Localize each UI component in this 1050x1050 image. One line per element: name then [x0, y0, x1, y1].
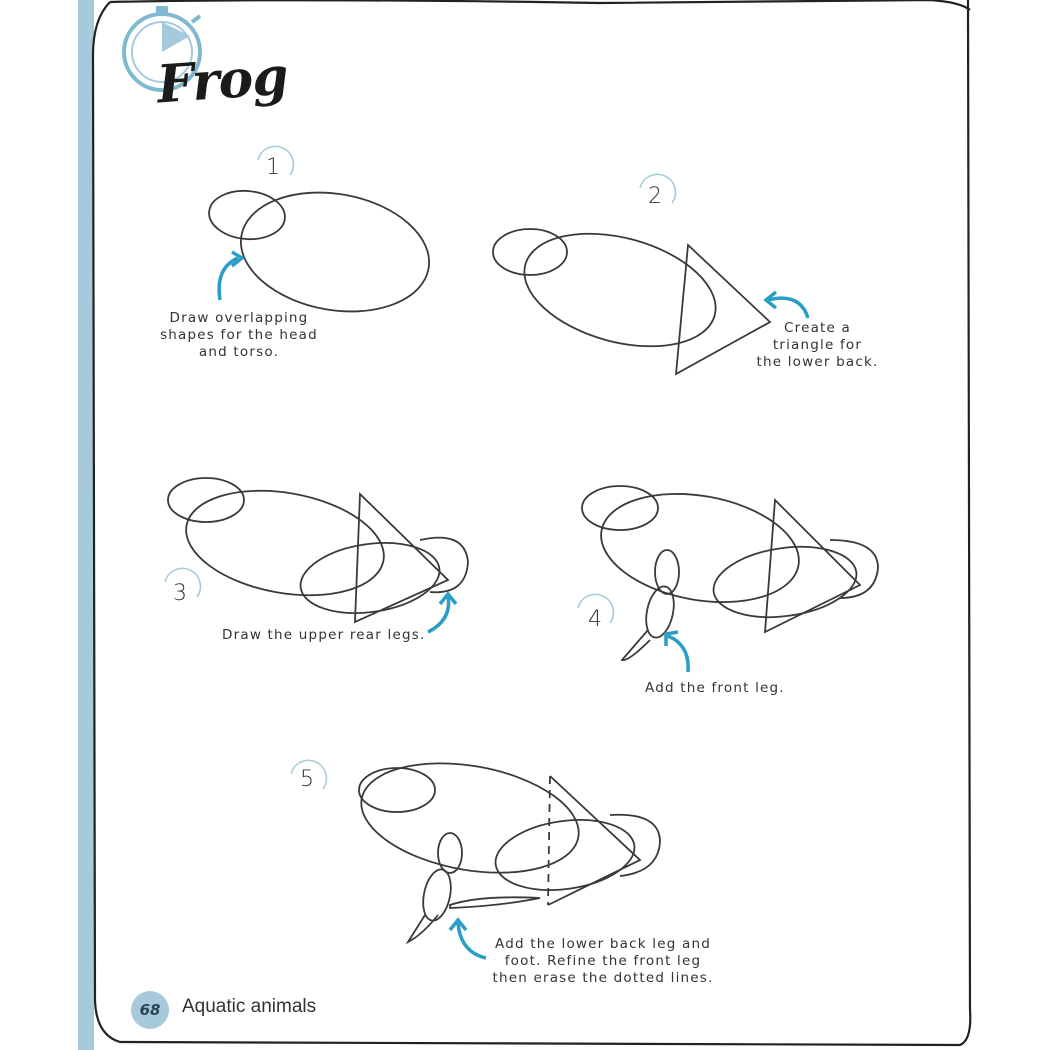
step-5-drawing: [353, 748, 660, 942]
step-4-drawing: [582, 479, 878, 660]
caption-line: Add the lower back leg and: [495, 936, 711, 952]
caption-line: Draw overlapping: [169, 310, 309, 326]
step-caption: [492, 936, 714, 987]
caption-line: triangle for: [772, 337, 863, 353]
page-title: Frog: [155, 45, 290, 116]
step-caption: [222, 627, 425, 644]
step-3-drawing: [168, 476, 468, 622]
caption-line: foot. Refine the front leg: [504, 953, 702, 969]
caption-line: Add the front leg.: [645, 680, 785, 696]
caption-line: the lower back.: [756, 354, 879, 370]
section-name: Aquatic animals: [182, 996, 317, 1017]
step-number: 2: [648, 184, 662, 209]
caption-line: Create a: [783, 320, 852, 336]
caption-line: Draw the upper rear legs.: [222, 627, 426, 643]
step-1-drawing: [207, 178, 439, 325]
step-caption: [645, 680, 785, 697]
step-number: 1: [266, 155, 280, 180]
step-caption: [158, 310, 320, 361]
step-number: 3: [173, 581, 187, 606]
caption-line: and torso.: [198, 344, 280, 360]
page-frame-top: [110, 0, 970, 10]
caption-line: shapes for the head: [160, 327, 318, 343]
step-number: 5: [300, 767, 314, 792]
step-2-drawing: [493, 214, 770, 374]
step-number: 4: [588, 607, 602, 632]
page-number-badge: 68: [131, 991, 169, 1029]
curved-arrow-icon: [668, 636, 688, 672]
caption-line: then erase the dotted lines.: [492, 970, 714, 986]
curved-arrow-icon: [428, 596, 449, 632]
step-caption: [750, 320, 885, 371]
